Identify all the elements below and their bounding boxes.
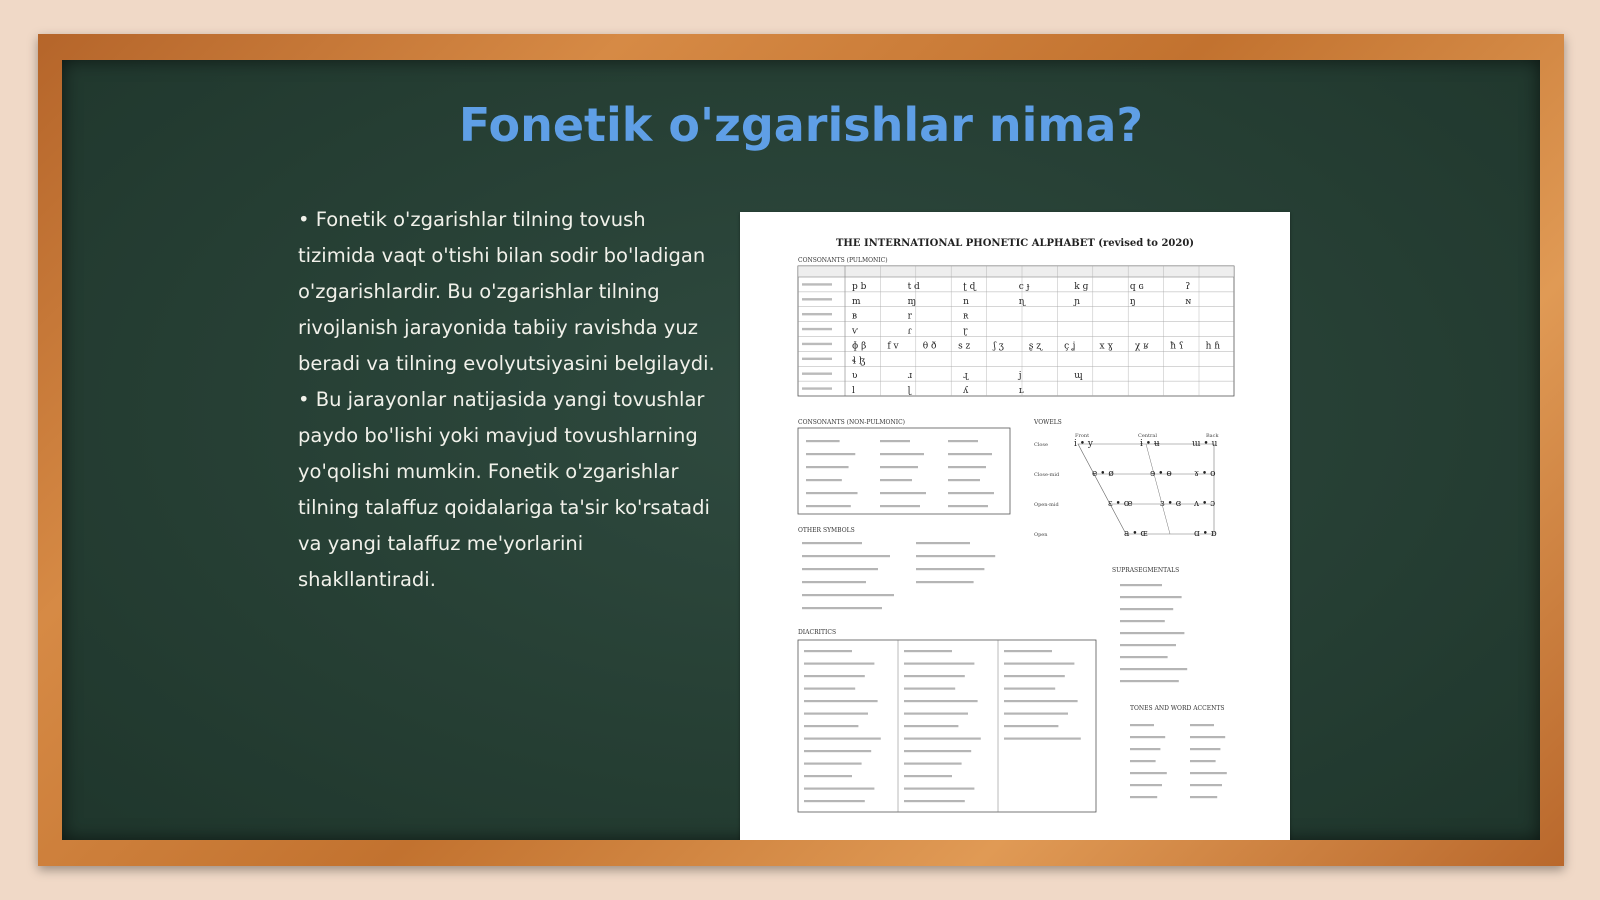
- svg-text:i • y: i • y: [1074, 439, 1093, 449]
- ipa-symbol: m: [852, 296, 861, 307]
- svg-text:ɘ • ɵ: ɘ • ɵ: [1150, 469, 1172, 479]
- ipa-symbol: ɻ: [963, 371, 969, 382]
- svg-text:ɯ • u: ɯ • u: [1192, 439, 1218, 449]
- ipa-symbol: r: [907, 311, 912, 322]
- paragraph-2: • Bu jarayonlar natijasida yangi tovushlar paydo bo'lishi yoki mavjud tovushlarning yo'qolishi mumkin. Fonetik o'zgarishlar tilning talaffuz qoidalariga ta'sir ko'rsatadi va yangi talaffuz me'yorlarini shakllantiradi.: [298, 388, 710, 591]
- vowel-central-label: Central: [1138, 433, 1157, 439]
- ipa-section-tones: TONES AND WORD ACCENTS: [1130, 705, 1225, 712]
- ipa-symbol: ʋ: [852, 371, 858, 382]
- ipa-symbol: ɳ: [1018, 296, 1025, 307]
- ipa-title: THE INTERNATIONAL PHONETIC ALPHABET (revised to 2020): [835, 238, 1195, 249]
- ipa-symbol: ʙ: [852, 311, 858, 322]
- ipa-section-nonpulmonic: CONSONANTS (NON-PULMONIC): [798, 419, 906, 426]
- vowel-open-label: Open: [1034, 532, 1048, 538]
- ipa-symbol: q ɢ: [1129, 281, 1144, 292]
- ipa-symbol: ç ʝ: [1064, 341, 1076, 352]
- ipa-symbol: s z: [958, 341, 971, 352]
- ipa-symbol: ɲ: [1074, 296, 1081, 307]
- ipa-symbol: ɾ: [907, 326, 912, 337]
- ipa-symbol: ɴ: [1185, 296, 1192, 307]
- ipa-section-vowels: VOWELS: [1034, 419, 1062, 426]
- ipa-chart-image: [740, 212, 1290, 840]
- ipa-symbol: ʀ: [963, 311, 969, 322]
- ipa-symbol: ħ ʕ: [1170, 341, 1184, 352]
- nonpulmonic-rows: [806, 440, 994, 507]
- ipa-symbol: j: [1018, 371, 1022, 382]
- ipa-symbol: f v: [887, 341, 899, 352]
- suprasegmentals-list: [1120, 584, 1187, 682]
- ipa-symbol: ɰ: [1074, 371, 1083, 382]
- vowel-closemid-label: Close-mid: [1034, 472, 1060, 478]
- ipa-symbol: p b: [852, 281, 867, 292]
- paragraph-1: • Fonetik o'zgarishlar tilning tovush tizimida vaqt o'tishi bilan sodir bo'ladigan o'zgarishlardir. Bu o'zgarishlar tilning rivojlanish jarayonida tabiiy ravishda yuz beradi va tilning evolyutsiyasini belgilaydi.: [298, 208, 715, 375]
- ipa-symbol: χ ʁ: [1134, 341, 1149, 352]
- pulmonic-table: [798, 266, 1234, 396]
- ipa-symbol: c ɟ: [1018, 281, 1030, 292]
- ipa-symbol: l: [852, 386, 855, 396]
- svg-text:ɜ • ɞ: ɜ • ɞ: [1160, 499, 1182, 509]
- svg-text:e • ø: e • ø: [1092, 469, 1114, 479]
- svg-text:ɨ • ʉ: ɨ • ʉ: [1140, 439, 1160, 449]
- ipa-symbol: h ɦ: [1205, 341, 1221, 352]
- slide-body: [298, 202, 718, 598]
- vowel-back-label: Back: [1206, 433, 1219, 439]
- ipa-section-diacritics: DIACRITICS: [798, 629, 837, 636]
- ipa-symbol: x ɣ: [1099, 341, 1113, 352]
- ipa-symbol: ɽ: [963, 326, 968, 337]
- ipa-symbol: ʂ ʐ: [1028, 341, 1042, 352]
- svg-text:ʌ • ɔ: ʌ • ɔ: [1194, 499, 1216, 509]
- ipa-symbol: ʃ ʒ: [993, 341, 1004, 352]
- vowel-close-label: Close: [1034, 442, 1048, 448]
- ipa-symbol: ʟ: [1018, 386, 1024, 396]
- ipa-symbol: ʔ: [1185, 281, 1191, 292]
- wooden-frame: [38, 34, 1564, 866]
- tones-list: [1130, 724, 1227, 798]
- svg-text:ɛ • œ: ɛ • œ: [1108, 499, 1133, 509]
- ipa-symbol: ʈ ɖ: [963, 281, 976, 292]
- ipa-symbol: k ɡ: [1074, 281, 1089, 292]
- ipa-symbol: ɹ: [907, 371, 913, 382]
- slide-title: Fonetik o'zgarishlar nima?: [458, 98, 1144, 152]
- ipa-symbol: t d: [907, 281, 920, 292]
- ipa-symbol: ⱱ: [852, 326, 858, 337]
- ipa-section-pulmonic: CONSONANTS (PULMONIC): [798, 257, 888, 264]
- vowel-openmid-label: Open-mid: [1034, 502, 1059, 508]
- other-symbols: [802, 542, 995, 609]
- ipa-chart-graphic: [740, 212, 1290, 840]
- ipa-symbol: n: [963, 296, 969, 307]
- chalkboard: [62, 60, 1540, 840]
- ipa-symbol: ɸ β: [852, 341, 867, 352]
- ipa-symbol: θ ð: [922, 341, 937, 352]
- svg-text:ɑ • ɒ: ɑ • ɒ: [1194, 529, 1217, 539]
- vowel-chart: [1034, 433, 1219, 539]
- ipa-symbol: ŋ: [1129, 296, 1136, 307]
- ipa-section-other: OTHER SYMBOLS: [798, 527, 855, 534]
- ipa-symbol: ɬ ɮ: [852, 356, 866, 367]
- ipa-section-supra: SUPRASEGMENTALS: [1112, 567, 1180, 574]
- svg-text:a • ɶ: a • ɶ: [1124, 529, 1148, 539]
- ipa-symbol: ɱ: [907, 296, 917, 307]
- ipa-symbol: ʎ: [963, 386, 969, 396]
- ipa-symbol: ɭ: [907, 386, 911, 396]
- svg-text:ɤ • o: ɤ • o: [1194, 469, 1216, 479]
- vowel-front-label: Front: [1075, 433, 1090, 439]
